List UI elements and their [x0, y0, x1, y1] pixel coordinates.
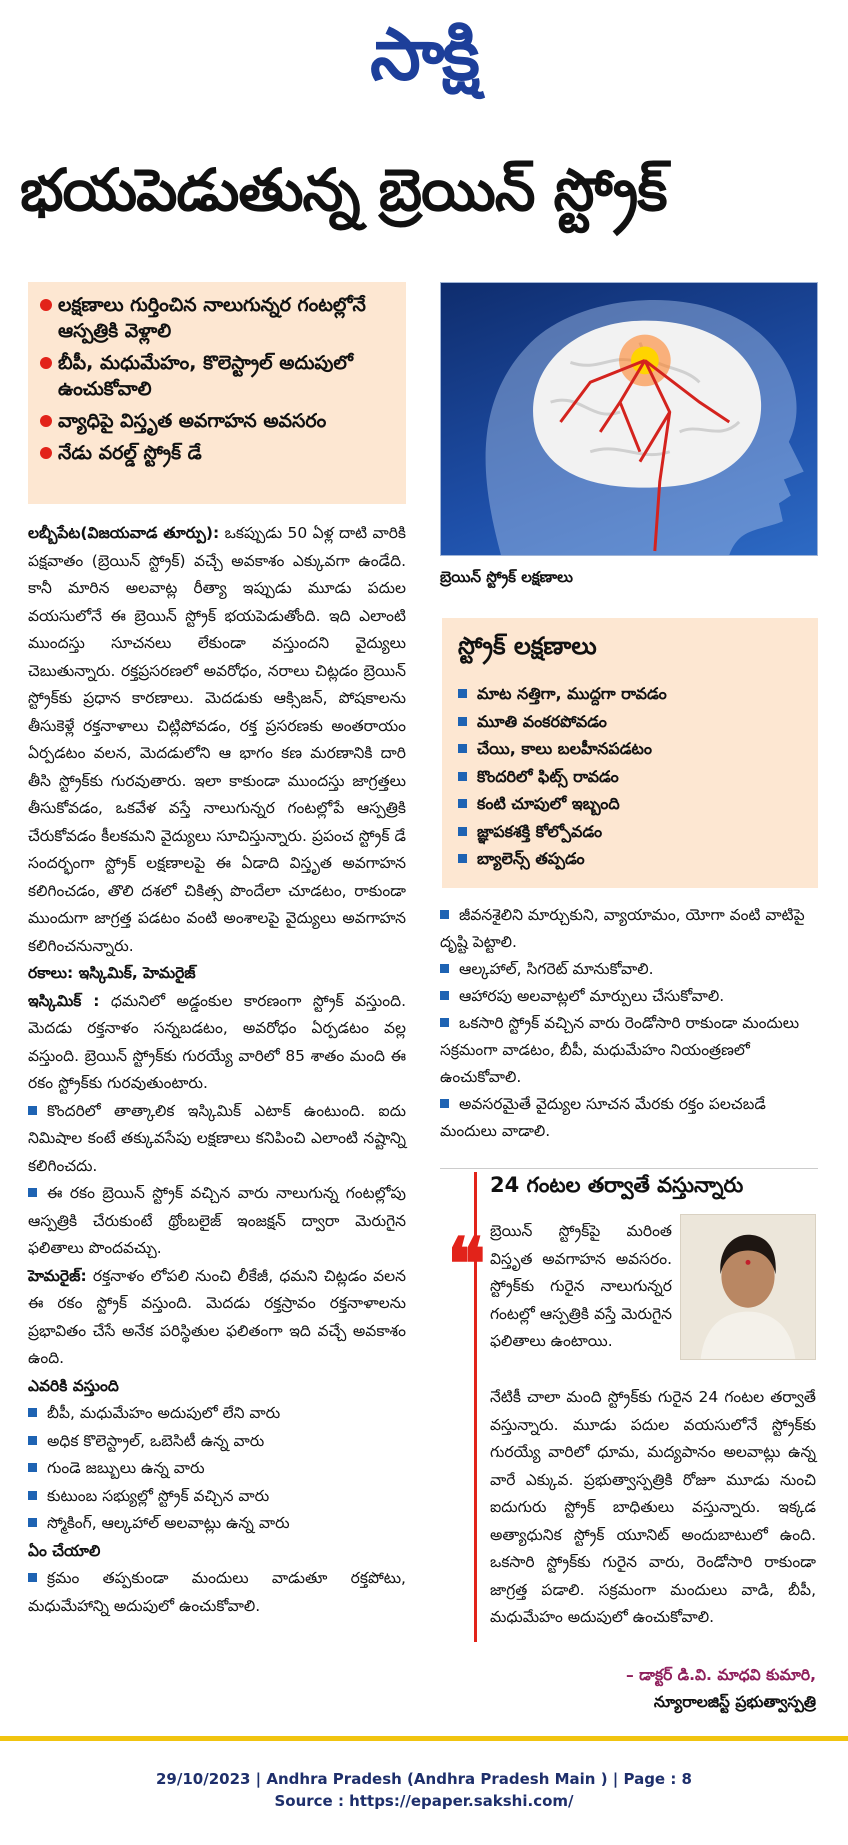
square-bullet-icon: [440, 964, 449, 973]
symptom-item: మూతి వంకరపోవడం: [458, 708, 802, 736]
list-item: స్మోకింగ్‌, ఆల్కహాల్‌ అలవాట్లు ఉన్న వారు: [28, 1510, 406, 1538]
list-item: ఆల్కహాల్‌, సిగరెట్‌ మానుకోవాలి.: [440, 956, 818, 983]
highlights-box: [28, 282, 406, 504]
square-bullet-icon: [440, 1018, 449, 1027]
list-item: అవసరమైతే వైద్యుల సూచన మేరకు రక్తం పలచబడే మందులు వాడాలి.: [440, 1095, 766, 1140]
list-item: జీవనశైలిని మార్చుకుని, వ్యాయామం, యోగా వంటి వాటిపై దృష్టి పెట్టాలి.: [440, 906, 805, 951]
square-bullet-icon: [28, 1518, 37, 1527]
red-bullet-icon: [40, 415, 52, 427]
hemorrhage-paragraph: హెమరైజ్‌: రక్తనాళం లోపలి నుంచి లీకేజీ, ధమని చిట్లడం వలన ఈ రకం స్ట్రోక్‌ వస్తుంది. మెదడు రక్తస్రావం రక్తనాళాలను ప్రభావితం చేసే అనేక పరిస్థితుల ఫలితంగా ఇది వచ్చే అవకాశం ఉంది.: [28, 1266, 406, 1367]
red-bullet-icon: [40, 357, 52, 369]
list-item: ఒకసారి స్ట్రోక్‌ వచ్చిన వారు రెండోసారి రాకుండా మందులు సక్రమంగా వాడటం, బీపీ, మధుమేహం నియంత్రణలో ఉంచుకోవాలి.: [440, 1014, 800, 1086]
square-bullet-icon: [458, 772, 467, 781]
doctor-role: న్యూరాలజిస్ట్‌ ప్రభుత్వాస్పత్రి: [653, 1693, 816, 1711]
masthead: [0, 12, 848, 108]
types-heading: రకాలు: ఇస్కిమిక్‌, హెమరైజ్‌: [28, 964, 196, 982]
quote-icon: ❝: [447, 1221, 486, 1306]
footer: [0, 1768, 848, 1812]
square-bullet-icon: [458, 689, 467, 698]
red-bullet-icon: [40, 299, 52, 311]
symptom-item: జ్ఞాపకశక్తి కోల్పోవడం: [458, 818, 802, 846]
dateline: లబ్బీపేట(విజయవాడ తూర్పు):: [28, 524, 220, 542]
headline: భయపెడుతున్న బ్రెయిన్‌ స్ట్రోక్‌: [20, 156, 667, 224]
footer-source: Source : https://epaper.sakshi.com/: [274, 1792, 574, 1810]
square-bullet-icon: [28, 1573, 37, 1582]
square-bullet-icon: [458, 854, 467, 863]
brain-stroke-illustration: [440, 282, 818, 556]
square-bullet-icon: [458, 717, 467, 726]
article-body: [28, 520, 406, 1620]
list-item: క్రమం తప్పకుండా మందులు వాడుతూ రక్తపోటు, మధుమేహాన్ని అదుపులో ఉంచుకోవాలి.: [28, 1569, 406, 1615]
footer-edition: 29/10/2023 | Andhra Pradesh (Andhra Pradesh Main ) | Page : 8: [155, 1770, 692, 1788]
square-bullet-icon: [28, 1106, 37, 1115]
red-bullet-icon: [40, 447, 52, 459]
doctor-name: – డాక్టర్‌ డి.వి. మాధవి కుమారి,: [625, 1666, 816, 1684]
square-bullet-icon: [28, 1436, 37, 1445]
sakshi-logo: సాక్షి: [370, 12, 478, 96]
symptoms-box: [442, 618, 818, 888]
interview-title: 24 గంటల తర్వాతే వస్తున్నారు: [490, 1173, 744, 1197]
interview-text-wide: నేటికీ చాలా మంది స్ట్రోక్‌కు గురైన 24 గంటల తర్వాతే వస్తున్నారు. మూడు పదుల వయసులోనే స్ట్రోక్‌కు గురయ్యే వారిలో ధూమ, మద్యపానం అలవాట్లు ఉన్న వారే ఎక్కువ. ప్రభుత్వాస్పత్రికి రోజూ మూడు నుంచి ఐదుగురు స్ట్రోక్‌ బాధితులు వస్తున్నారు. ఇక్కడ అత్యాధునిక స్ట్రోక్‌ యూనిట్‌ అందుబాటులో ఉంది. ఒకసారి స్ట్రోక్‌కు గురైన వారు, రెండోసారి రాకుండా జాగ్రత్త పడాలి. సక్రమంగా మందులు వాడి, బీపీ, మధుమేహం అదుపులో ఉంచుకోవాలి.: [490, 1388, 816, 1626]
doctor-photo: [680, 1214, 816, 1360]
ischemic-paragraph: ఇస్కిమిక్‌ : ధమనిలో అడ్డంకుల కారణంగా స్ట్రోక్‌ వస్తుంది. మెదడు రక్తనాళం సన్నబడటం, అవరోధం ఏర్పడటం వల్ల వస్తుంది. బ్రెయిన్‌ స్ట్రోక్‌కు గురయ్యే వారిలో 85 శాతం మంది ఈ రకం స్ట్రోక్‌కు గురవుతుంటారు.: [28, 991, 406, 1092]
footer-rule: [0, 1736, 848, 1741]
highlight-item: లక్షణాలు గుర్తించిన నాలుగున్నర గంటల్లోనే ఆస్పత్రికి వెళ్లాలి: [40, 292, 394, 344]
square-bullet-icon: [28, 1463, 37, 1472]
symptom-item: బ్యాలెన్స్‌ తప్పడం: [458, 845, 802, 873]
highlight-item: బీపీ, మధుమేహం, కొలెస్ట్రాల్‌ అదుపులో ఉంచుకోవాలి: [40, 350, 394, 402]
square-bullet-icon: [458, 744, 467, 753]
symptom-item: కొందరిలో ఫిట్స్‌ రావడం: [458, 763, 802, 791]
image-caption: బ్రెయిన్‌ స్ట్రోక్‌ లక్షణాలు: [440, 568, 573, 586]
who-heading: ఎవరికి వస్తుంది: [28, 1376, 119, 1395]
symptom-item: చేయి, కాలు బలహీనపడటం: [458, 735, 802, 763]
highlight-item: నేడు వరల్డ్‌ స్ట్రోక్‌ డే: [40, 440, 394, 466]
bullet-paragraph: ఈ రకం బ్రెయిన్‌ స్ట్రోక్‌ వచ్చిన వారు నాలుగున్న గంటల్లోపు ఆస్పత్రికి చేరుకుంటే థ్రోంబలైజ్‌ ఇంజక్షన్‌ ద్వారా మెరుగైన ఫలితాలు పొందవచ్చు.: [28, 1184, 406, 1257]
square-bullet-icon: [458, 827, 467, 836]
what-heading: ఏం చేయాలి: [28, 1541, 101, 1560]
interview-text-narrow: బ్రెయిన్‌ స్ట్రోక్‌పై మరింత విస్తృత అవగాహన అవసరం. స్ట్రోక్‌కు గురైన నాలుగున్నర గంటల్లో ఆస్పత్రికి వస్తే మెరుగైన ఫలితాలు ఉంటాయి.: [490, 1222, 672, 1350]
symptom-item: కంటి చూపులో ఇబ్బంది: [458, 790, 802, 818]
square-bullet-icon: [28, 1188, 37, 1197]
square-bullet-icon: [28, 1491, 37, 1500]
prevention-list: [440, 902, 818, 1145]
list-item: ఆహారపు అలవాట్లలో మార్పులు చేసుకోవాలి.: [440, 983, 818, 1010]
list-item: కుటుంబ సభ్యుల్లో స్ట్రోక్‌ వచ్చిన వారు: [28, 1483, 406, 1511]
list-item: అధిక కొలెస్ట్రాల్‌, ఒబెసిటీ ఉన్న వారు: [28, 1428, 406, 1456]
list-item: బీపీ, మధుమేహం అదుపులో లేని వారు: [28, 1400, 406, 1428]
square-bullet-icon: [440, 1099, 449, 1108]
square-bullet-icon: [28, 1408, 37, 1417]
square-bullet-icon: [440, 910, 449, 919]
bullet-paragraph: కొందరిలో తాత్కాలిక ఇస్కిమిక్‌ ఎటాక్‌ ఉంటుంది. ఐదు నిమిషాల కంటే తక్కువసేపు లక్షణాలు కనిపించి ఎలాంటి నష్టాన్ని కలిగించదు.: [28, 1101, 406, 1175]
doctor-signature: [490, 1662, 816, 1716]
list-item: గుండె జబ్బులు ఉన్న వారు: [28, 1455, 406, 1483]
symptom-item: మాట నత్తిగా, ముద్దగా రావడం: [458, 680, 802, 708]
article-intro: లబ్బీపేట(విజయవాడ తూర్పు): ఒకప్పుడు 50 ఏళ్ల దాటి వారికి పక్షవాతం (బ్రెయిన్‌ స్ట్రోక్‌) వచ్చే అవకాశం ఎక్కువగా ఉండేది. కానీ మారిన అలవాట్ల రీత్యా ఇప్పుడు మూడు పదుల వయసులోనే ఈ బ్రెయిన్‌ స్ట్రోక్‌ భయపెడుతోంది. ఇది ఎలాంటి ముందస్తు సూచనలు లేకుండా వస్తుందని వైద్యులు చెబుతున్నారు. రక్తప్రసరణలో అవరోధం, నరాలు చిట్లడం బ్రెయిన్‌ స్ట్రోక్‌కు ప్రధాన కారణాలు. మెదడుకు ఆక్సిజన్‌, పోషకాలను తీసుకెళ్లే రక్తనాళాలు చిట్లిపోవడం, రక్త ప్రసరణకు అంతరాయం ఏర్పడటం వలన, మెదడులోని ఆ భాగం కణ మరణానికి దారి తీసి స్ట్రోక్‌కు గురవుతారు. ఇలా కాకుండా ముందస్తు జాగ్రత్తలు తీసుకోవడం, ఒకవేళ వస్తే నాలుగున్నర గంటల్లోపే ఆస్పత్రికి చేరుకోవడం కీలకమని వైద్యులు సూచిస్తున్నారు. ప్రపంచ స్ట్రోక్‌ డే సందర్భంగా స్ట్రోక్‌ లక్షణాలపై ఈ ఏడాది విస్తృత అవగాహన కలిగించడం, తొలి దశలో చికిత్స పొందేలా చూడటం, రాకుండా ముందుగా జాగ్రత్త పడటం వంటి అంశాలపై వైద్యులు అవగాహన కలిగించనున్నారు.: [28, 524, 406, 955]
highlight-item: వ్యాధిపై విస్తృత అవగాహన అవసరం: [40, 408, 394, 434]
symptoms-title: స్ట్రోక్‌ లక్షణాలు: [458, 632, 597, 660]
square-bullet-icon: [458, 799, 467, 808]
square-bullet-icon: [440, 991, 449, 1000]
